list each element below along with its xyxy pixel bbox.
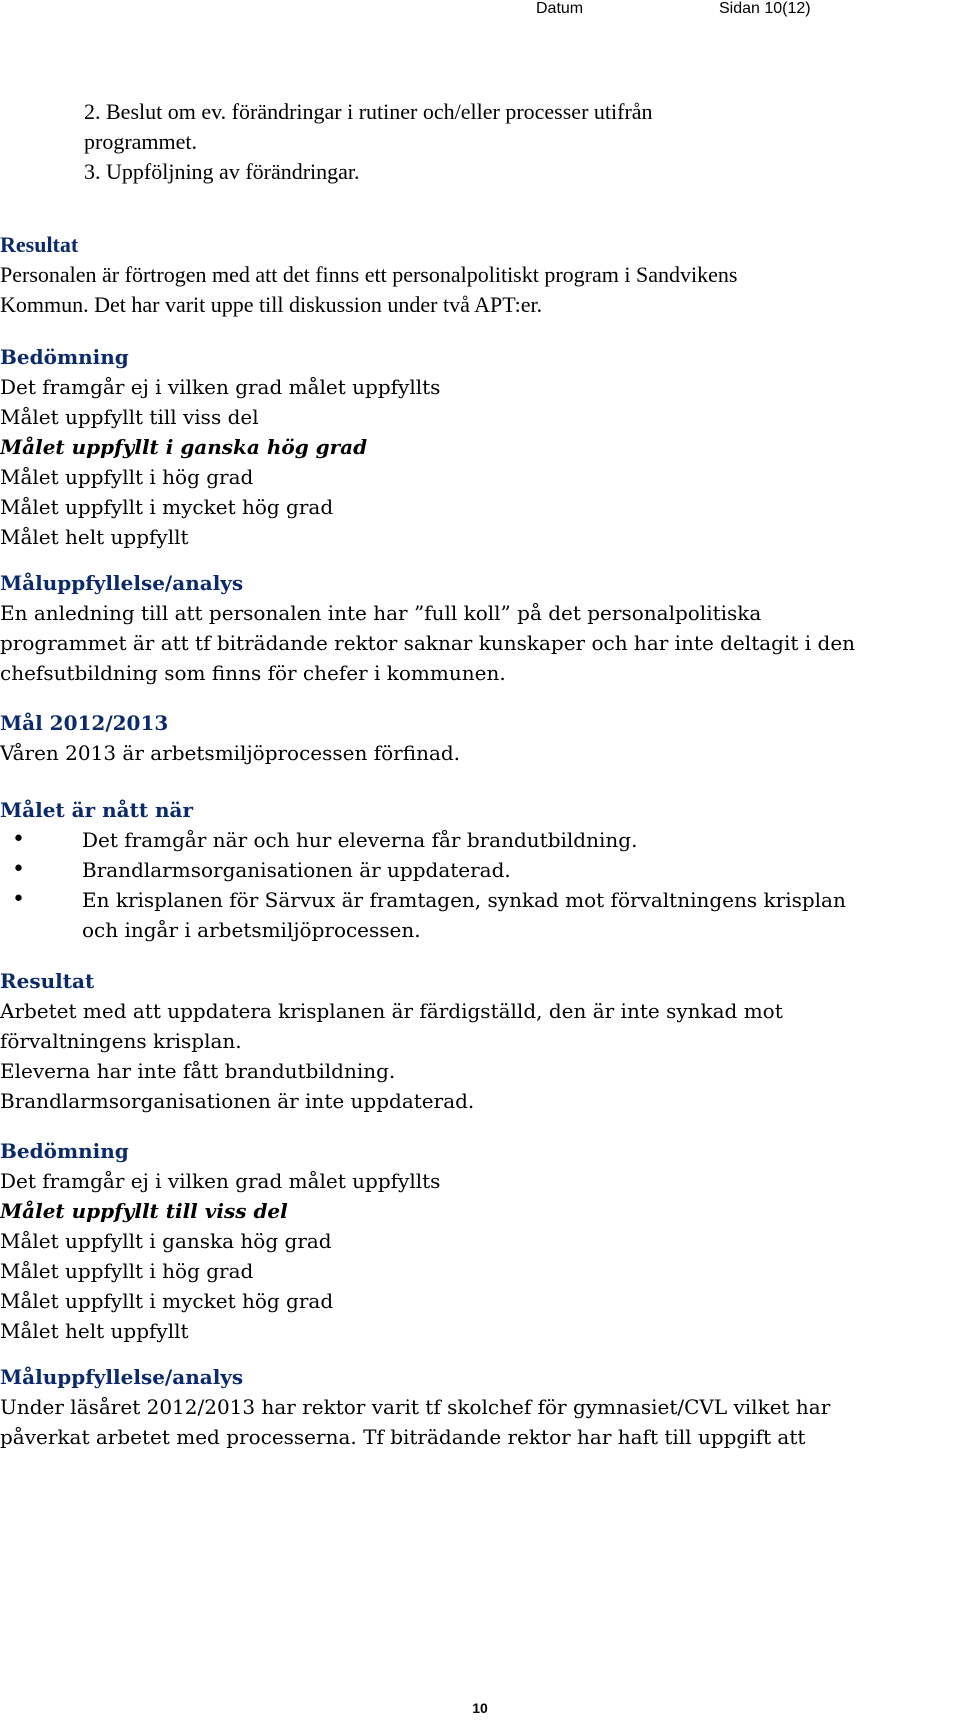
criteria-item: • Brandlarmsorganisationen är uppdaterad. xyxy=(0,855,940,885)
bedomning-option: Målet uppfyllt till viss del xyxy=(0,405,259,429)
resultat-line: förvaltningens krisplan. xyxy=(0,1029,242,1053)
goal-heading: Mål 2012/2013 xyxy=(0,711,169,735)
section1-analys xyxy=(0,568,940,688)
criteria-heading: Målet är nått när xyxy=(0,798,194,822)
resultat-heading: Resultat xyxy=(0,232,79,257)
bedomning-option: Målet uppfyllt i hög grad xyxy=(0,1259,254,1283)
header-page-label: Sidan 10(12) xyxy=(719,0,811,17)
analys-line: påverkat arbetet med processerna. Tf biträdande rektor har haft till uppgift att xyxy=(0,1425,806,1449)
bedomning-option: Målet helt uppfyllt xyxy=(0,525,189,549)
criteria-item: • Det framgår när och hur eleverna får brandutbildning. xyxy=(0,825,940,855)
analys-heading: Måluppfyllelse/analys xyxy=(0,571,244,595)
steps-list xyxy=(84,97,960,187)
resultat-line: Personalen är förtrogen med att det finns ett personalpolitiskt program i Sandvikens xyxy=(0,262,738,287)
resultat-line: Kommun. Det har varit uppe till diskussion under två APT:er. xyxy=(0,292,543,317)
page-header xyxy=(0,0,960,30)
goal-text: Våren 2013 är arbetsmiljöprocessen förfinad. xyxy=(0,741,461,765)
resultat-heading: Resultat xyxy=(0,969,95,993)
bedomning-option-selected: Målet uppfyllt i ganska hög grad xyxy=(0,435,368,459)
analys-line: Under läsåret 2012/2013 har rektor varit tf skolchef för gymnasiet/CVL vilket har xyxy=(0,1395,831,1419)
section1-bedomning xyxy=(0,342,940,552)
section1-resultat xyxy=(0,230,940,320)
bedomning-option: Målet helt uppfyllt xyxy=(0,1319,189,1343)
bullet-icon: • xyxy=(12,857,25,882)
resultat-line: Arbetet med att uppdatera krisplanen är färdigställd, den är inte synkad mot xyxy=(0,999,783,1023)
bedomning-option: Målet uppfyllt i hög grad xyxy=(0,465,254,489)
criteria-list xyxy=(0,825,940,945)
analys-heading: Måluppfyllelse/analys xyxy=(0,1365,244,1389)
section2-bedomning xyxy=(0,1136,940,1346)
section2-analys xyxy=(0,1362,940,1452)
header-date-label: Datum xyxy=(536,0,584,17)
step-line: 2. Beslut om ev. förändringar i rutiner och/eller processer utifrån xyxy=(84,99,653,124)
step-line: programmet. xyxy=(84,129,198,154)
section2-resultat xyxy=(0,966,940,1116)
criteria-item-continued: och ingår i arbetsmiljöprocessen. xyxy=(82,918,421,942)
bullet-icon: • xyxy=(12,827,25,852)
bullet-icon: • xyxy=(12,887,25,912)
resultat-line: Eleverna har inte fått brandutbildning. xyxy=(0,1059,396,1083)
resultat-line: Brandlarmsorganisationen är inte uppdaterad. xyxy=(0,1089,475,1113)
criteria-section xyxy=(0,795,940,945)
analys-line: En anledning till att personalen inte har ”full koll” på det personalpolitiska xyxy=(0,601,762,625)
analys-line: chefsutbildning som finns för chefer i kommunen. xyxy=(0,661,506,685)
bedomning-heading: Bedömning xyxy=(0,345,129,369)
step-line: 3. Uppföljning av förändringar. xyxy=(84,159,360,184)
criteria-item: • En krisplanen för Särvux är framtagen, synkad mot förvaltningens krisplan xyxy=(0,885,940,915)
analys-line: programmet är att tf biträdande rektor saknar kunskaper och har inte deltagit i den xyxy=(0,631,856,655)
bedomning-option: Målet uppfyllt i mycket hög grad xyxy=(0,495,334,519)
bedomning-option: Det framgår ej i vilken grad målet uppfyllts xyxy=(0,1169,441,1193)
goal-section xyxy=(0,708,940,768)
page-number: 10 xyxy=(472,1700,488,1716)
bedomning-option-selected: Målet uppfyllt till viss del xyxy=(0,1199,288,1223)
bedomning-option: Målet uppfyllt i mycket hög grad xyxy=(0,1289,334,1313)
bedomning-option: Målet uppfyllt i ganska hög grad xyxy=(0,1229,332,1253)
bedomning-option: Det framgår ej i vilken grad målet uppfyllts xyxy=(0,375,441,399)
bedomning-heading: Bedömning xyxy=(0,1139,129,1163)
